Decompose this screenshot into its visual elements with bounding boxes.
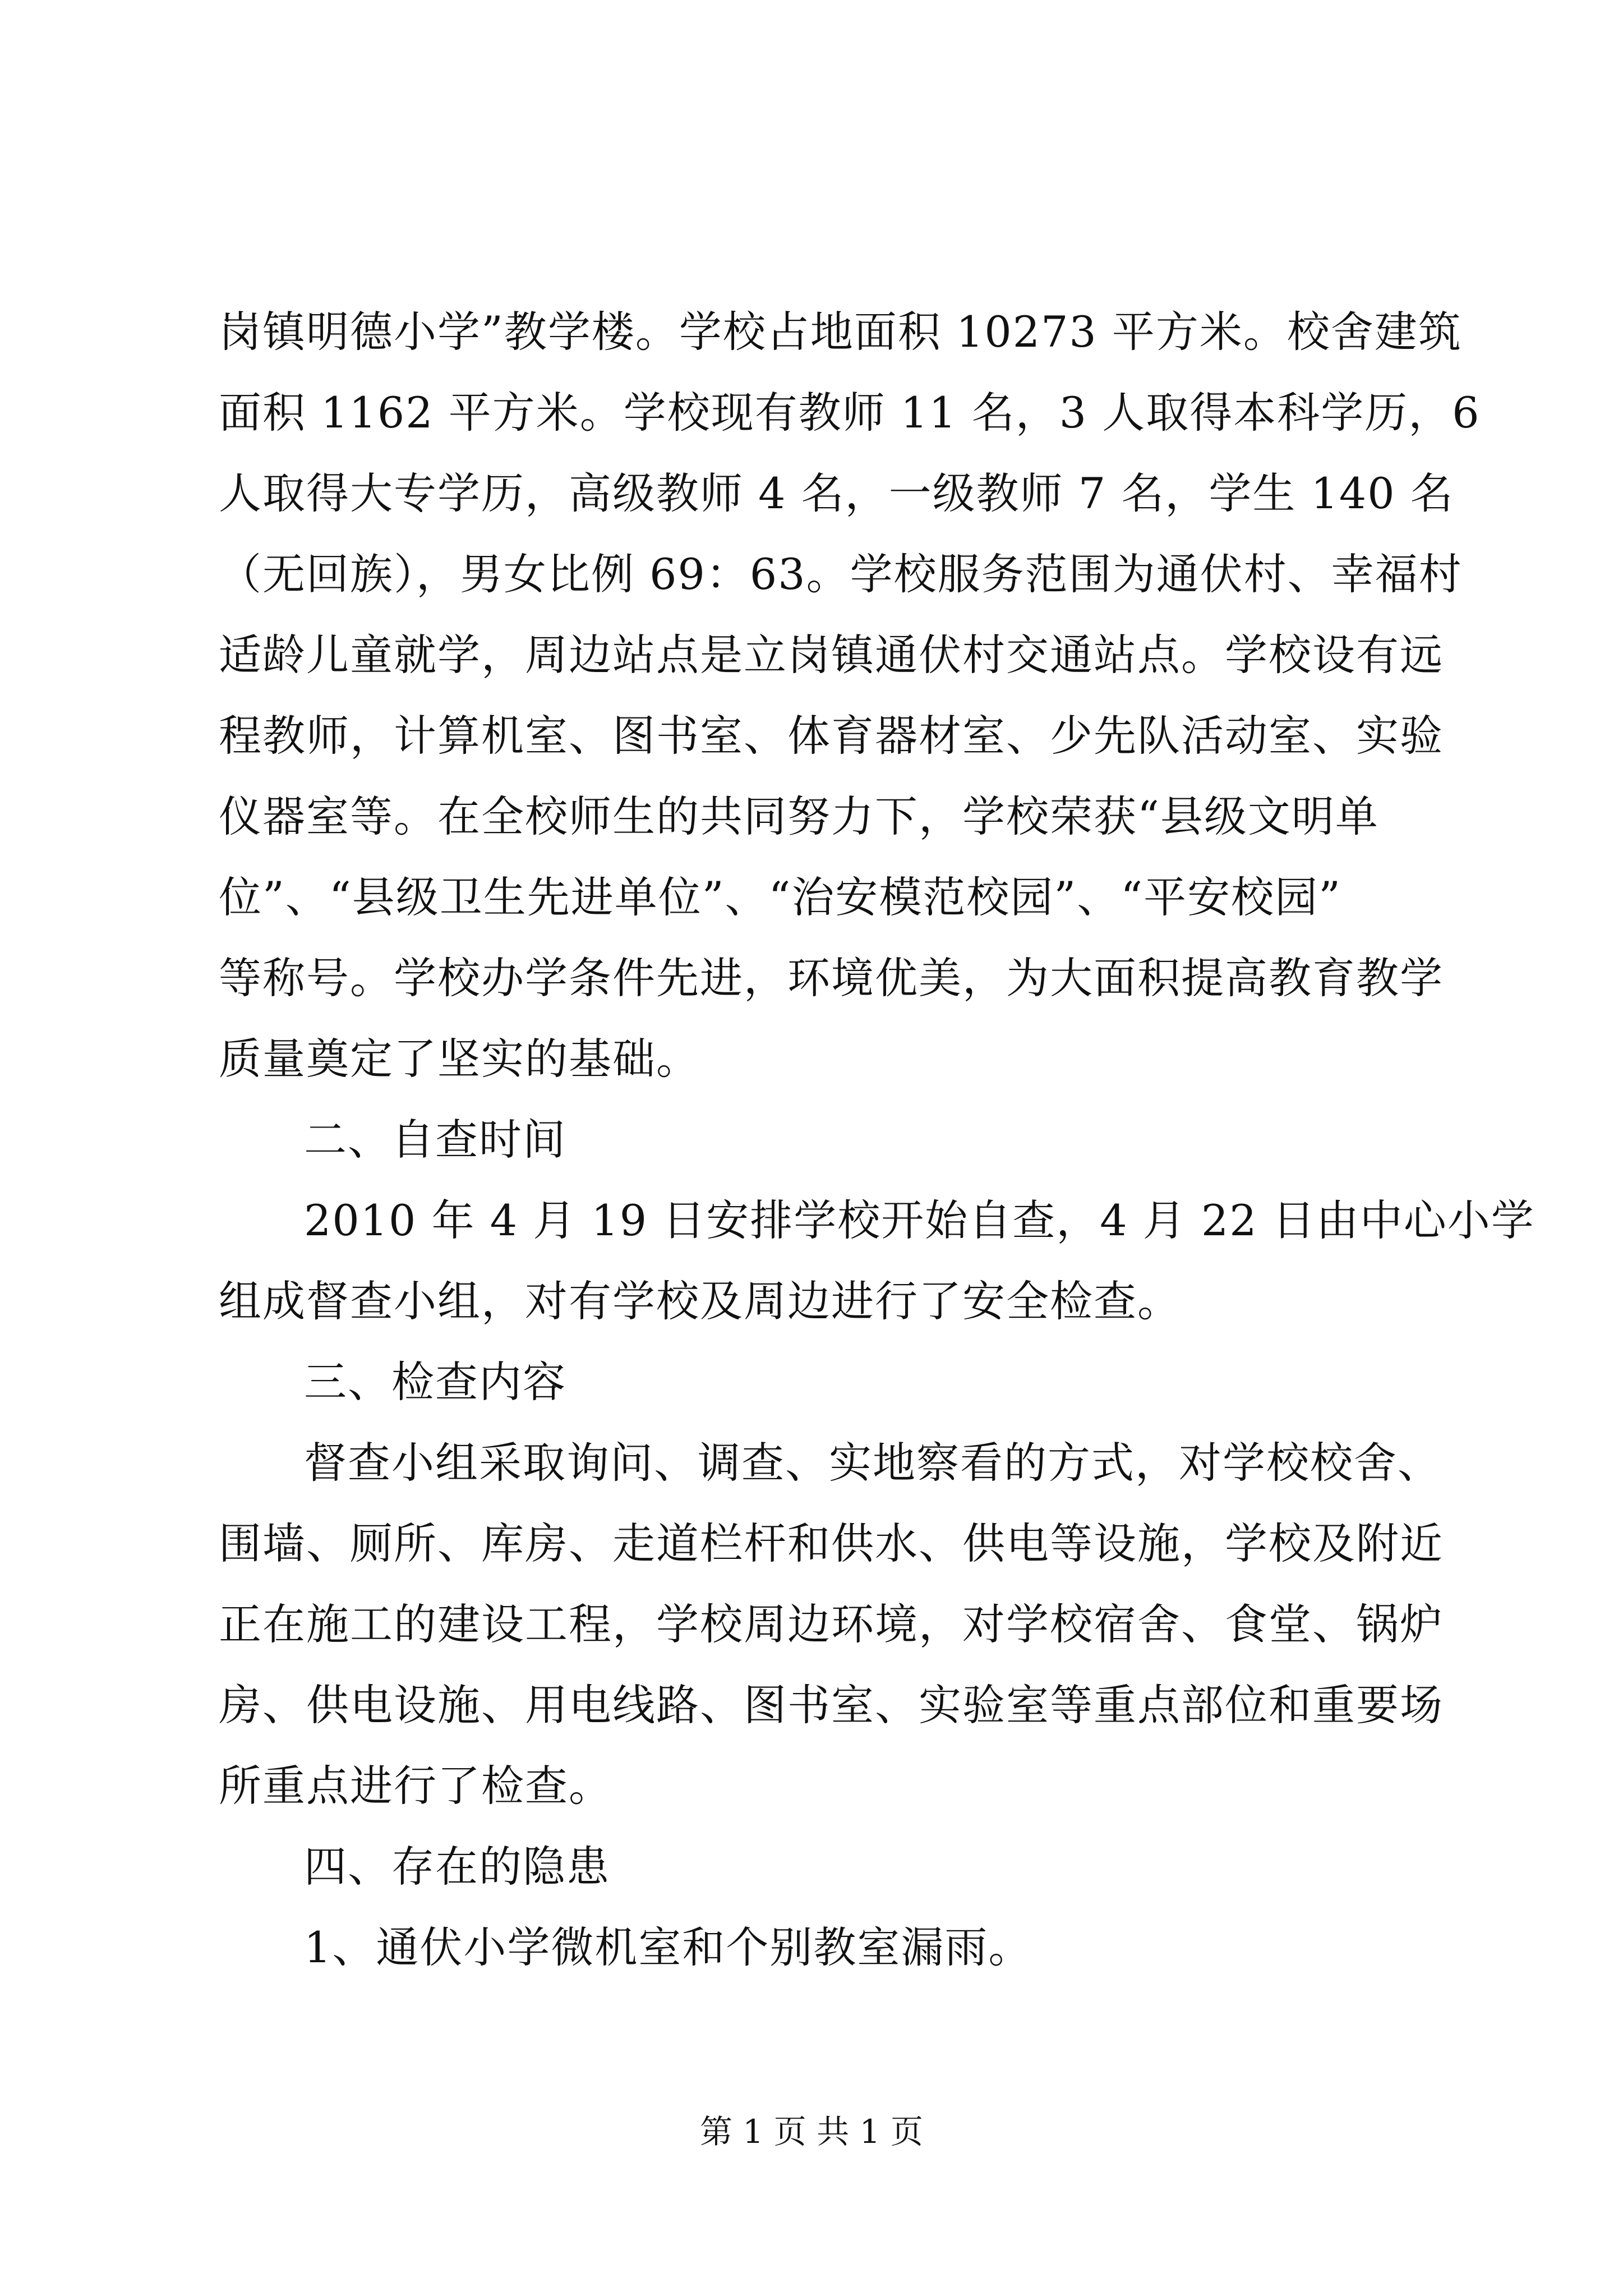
section-heading-hazards: 四、存在的隐患 <box>304 1842 610 1892</box>
list-item: 1、通伏小学微机室和个别教室漏雨。 <box>304 1922 1032 1972</box>
paragraph-line: 质量奠定了坚实的基础。 <box>219 1034 700 1084</box>
page-footer: 第 1 页 共 1 页 <box>700 2113 923 2151</box>
paragraph-line: 仪器室等。在全校师生的共同努力下，学校荣获“县级文明单 <box>219 792 1379 841</box>
paragraph-line: （无回族），男女比例 69：63。学校服务范围为通伏村、幸福村 <box>219 549 1463 599</box>
paragraph-line: 督查小组采取询问、调查、实地察看的方式，对学校校舍、 <box>304 1438 1441 1488</box>
paragraph-line: 围墙、厕所、库房、走道栏杆和供水、供电等设施，学校及附近 <box>219 1519 1444 1568</box>
document-body <box>219 292 1535 1988</box>
paragraph-line: 适龄儿童就学，周边站点是立岗镇通伏村交通站点。学校设有远 <box>219 630 1444 680</box>
paragraph-line: 正在施工的建设工程，学校周边环境，对学校宿舍、食堂、锅炉 <box>219 1599 1444 1649</box>
section-heading-content: 三、检查内容 <box>304 1357 566 1407</box>
paragraph-line: 所重点进行了检查。 <box>219 1761 612 1811</box>
paragraph-line: 位”、“县级卫生先进单位”、“治安模范校园”、“平安校园” <box>219 872 1341 922</box>
paragraph-line: 人取得大专学历，高级教师 4 名，一级教师 7 名，学生 140 名 <box>219 468 1454 518</box>
paragraph-line: 等称号。学校办学条件先进，环境优美，为大面积提高教育教学 <box>219 953 1444 1003</box>
section-heading-time: 二、自查时间 <box>304 1115 566 1165</box>
paragraph-line: 程教师，计算机室、图书室、体育器材室、少先队活动室、实验 <box>219 711 1444 761</box>
paragraph-line: 组成督查小组，对有学校及周边进行了安全检查。 <box>219 1276 1181 1326</box>
paragraph-line: 2010 年 4 月 19 日安排学校开始自查，4 月 22 日由中心小学 <box>304 1195 1535 1245</box>
paragraph-line: 房、供电设施、用电线路、图书室、实验室等重点部位和重要场 <box>219 1680 1444 1730</box>
paragraph-line: 岗镇明德小学”教学楼。学校占地面积 10273 平方米。校舍建筑 <box>219 307 1462 357</box>
paragraph-line: 面积 1162 平方米。学校现有教师 11 名，3 人取得本科学历，6 <box>219 388 1481 438</box>
